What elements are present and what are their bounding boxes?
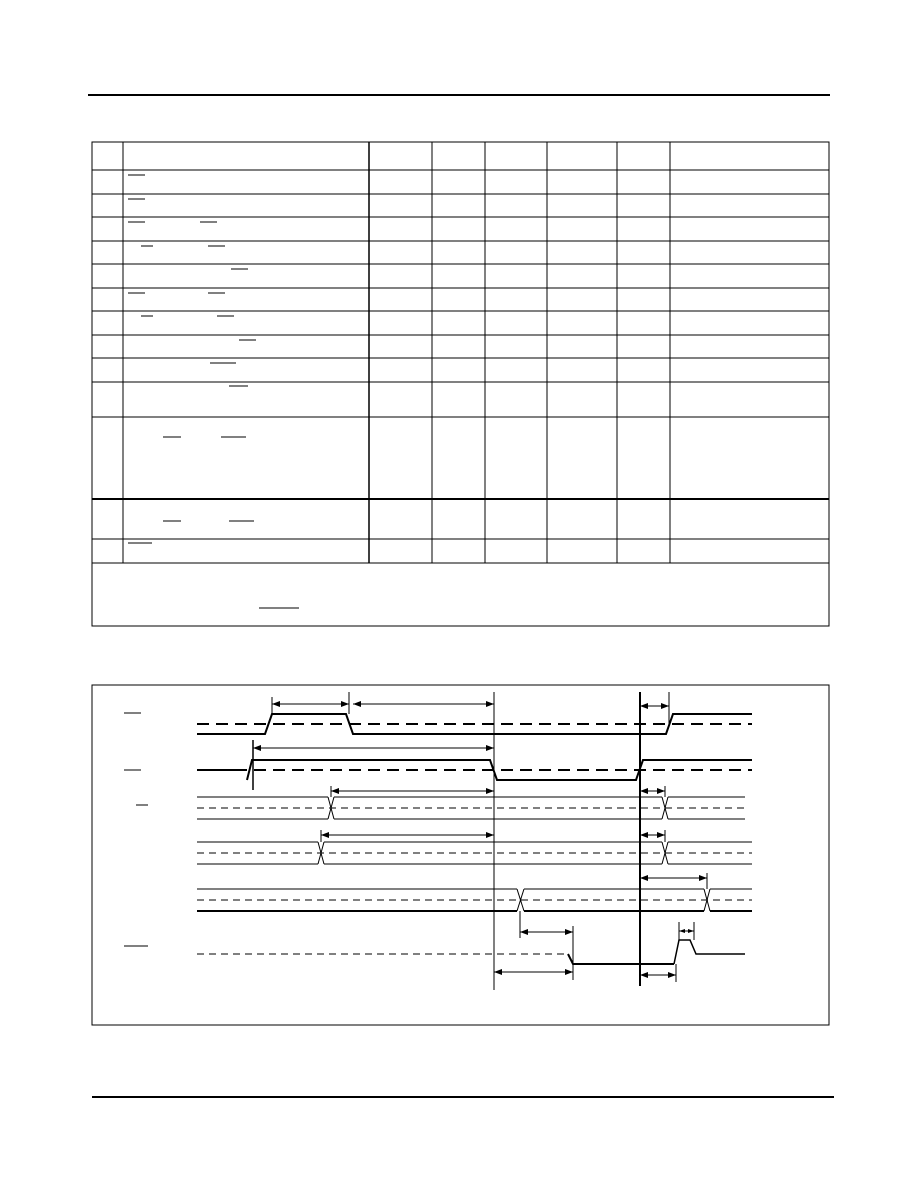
waveform-4 bbox=[197, 842, 752, 864]
waveform-2 bbox=[197, 760, 752, 780]
timing-diagram bbox=[92, 685, 829, 1025]
timing-arrows bbox=[253, 692, 707, 982]
waveform-6 bbox=[197, 940, 745, 964]
waveform-5 bbox=[197, 889, 752, 911]
ac-characteristics-table bbox=[92, 142, 829, 626]
waveform-3 bbox=[197, 797, 745, 819]
overbar-marks bbox=[128, 175, 299, 608]
